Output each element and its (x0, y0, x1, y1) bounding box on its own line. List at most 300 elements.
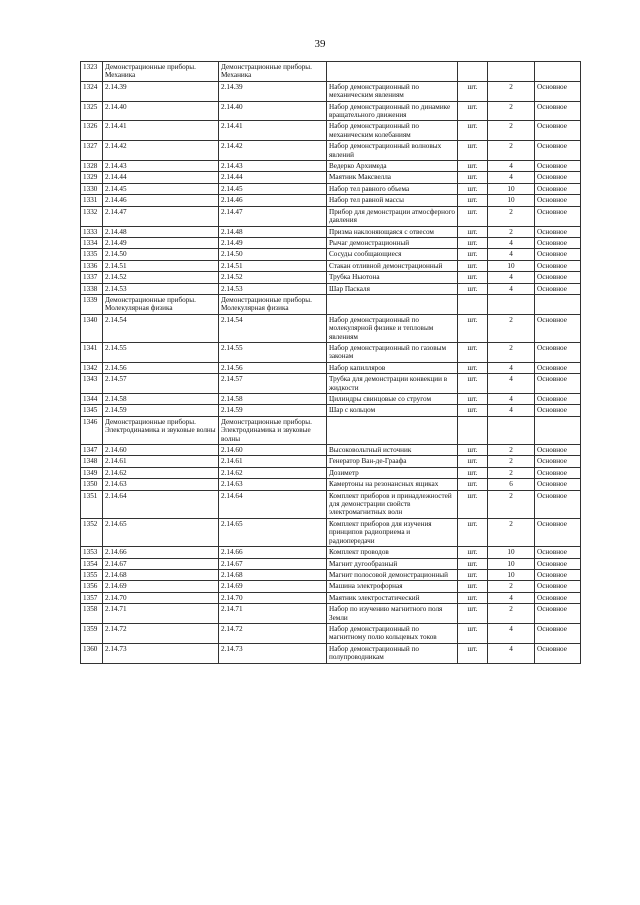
item-name-cell: Набор демонстрационный по механическим явлениям (327, 81, 458, 101)
item-name-cell: Магнит дугообразный (327, 558, 458, 569)
item-code-cell: 2.14.71 (219, 604, 327, 624)
unit-cell (458, 62, 488, 82)
row-number-cell: 1345 (81, 405, 103, 416)
category-cell: Основное (535, 604, 581, 624)
table-row (81, 547, 581, 558)
item-name-cell: Машина электрофорная (327, 581, 458, 592)
unit-cell: шт. (458, 479, 488, 490)
category-cell: Основное (535, 314, 581, 342)
table-row (81, 374, 581, 394)
section-code-cell: 2.14.57 (103, 374, 219, 394)
unit-cell: шт. (458, 547, 488, 558)
item-name-cell: Стакан отливной демонстрационный (327, 260, 458, 271)
section-code-cell: Демонстрационные приборы. Механика (103, 62, 219, 82)
unit-cell: шт. (458, 362, 488, 373)
item-name-cell: Камертоны на резонансных ящиках (327, 479, 458, 490)
quantity-cell: 4 (488, 249, 535, 260)
section-code-cell: 2.14.67 (103, 558, 219, 569)
quantity-cell (488, 62, 535, 82)
item-code-cell: 2.14.73 (219, 643, 327, 663)
row-number-cell: 1337 (81, 272, 103, 283)
quantity-cell: 2 (488, 518, 535, 546)
table-row (81, 643, 581, 663)
category-cell: Основное (535, 195, 581, 206)
section-code-cell: 2.14.63 (103, 479, 219, 490)
section-code-cell: 2.14.65 (103, 518, 219, 546)
item-code-cell: 2.14.50 (219, 249, 327, 260)
item-name-cell: Сосуды сообщающиеся (327, 249, 458, 260)
table-row (81, 314, 581, 342)
section-code-cell: 2.14.50 (103, 249, 219, 260)
row-number-cell: 1326 (81, 121, 103, 141)
table-row (81, 445, 581, 456)
item-code-cell: 2.14.68 (219, 569, 327, 580)
item-code-cell: 2.14.44 (219, 172, 327, 183)
row-number-cell: 1351 (81, 490, 103, 518)
row-number-cell: 1343 (81, 374, 103, 394)
quantity-cell: 2 (488, 342, 535, 362)
item-code-cell: 2.14.51 (219, 260, 327, 271)
table-row (81, 195, 581, 206)
unit-cell: шт. (458, 592, 488, 603)
section-code-cell: 2.14.40 (103, 101, 219, 121)
quantity-cell: 2 (488, 141, 535, 161)
table-row (81, 283, 581, 294)
item-code-cell: 2.14.40 (219, 101, 327, 121)
table-row (81, 161, 581, 172)
row-number-cell: 1349 (81, 467, 103, 478)
table-row (81, 558, 581, 569)
item-code-cell: 2.14.42 (219, 141, 327, 161)
category-cell: Основное (535, 183, 581, 194)
table-row (81, 294, 581, 314)
table-row (81, 416, 581, 444)
item-code-cell: 2.14.72 (219, 623, 327, 643)
item-name-cell: Призма наклоняющаяся с отвесом (327, 226, 458, 237)
unit-cell: шт. (458, 374, 488, 394)
item-name-cell: Комплект проводов (327, 547, 458, 558)
section-code-cell: 2.14.62 (103, 467, 219, 478)
row-number-cell: 1324 (81, 81, 103, 101)
unit-cell: шт. (458, 141, 488, 161)
category-cell: Основное (535, 456, 581, 467)
table-row (81, 362, 581, 373)
category-cell: Основное (535, 547, 581, 558)
category-cell: Основное (535, 467, 581, 478)
table-row (81, 479, 581, 490)
quantity-cell: 4 (488, 237, 535, 248)
section-code-cell: 2.14.39 (103, 81, 219, 101)
section-code-cell: 2.14.73 (103, 643, 219, 663)
row-number-cell: 1352 (81, 518, 103, 546)
unit-cell: шт. (458, 195, 488, 206)
category-cell: Основное (535, 518, 581, 546)
row-number-cell: 1329 (81, 172, 103, 183)
quantity-cell: 2 (488, 467, 535, 478)
quantity-cell: 10 (488, 195, 535, 206)
item-name-cell (327, 416, 458, 444)
item-name-cell: Набор демонстрационный по молекулярной физике и тепловым явлениям (327, 314, 458, 342)
item-name-cell: Набор капилляров (327, 362, 458, 373)
item-code-cell: 2.14.67 (219, 558, 327, 569)
section-code-cell: 2.14.46 (103, 195, 219, 206)
section-code-cell: 2.14.68 (103, 569, 219, 580)
row-number-cell: 1325 (81, 101, 103, 121)
unit-cell: шт. (458, 161, 488, 172)
unit-cell: шт. (458, 101, 488, 121)
unit-cell: шт. (458, 394, 488, 405)
row-number-cell: 1359 (81, 623, 103, 643)
quantity-cell: 10 (488, 569, 535, 580)
unit-cell: шт. (458, 226, 488, 237)
item-code-cell: 2.14.61 (219, 456, 327, 467)
row-number-cell: 1344 (81, 394, 103, 405)
item-code-cell: 2.14.64 (219, 490, 327, 518)
unit-cell: шт. (458, 581, 488, 592)
item-code-cell: 2.14.41 (219, 121, 327, 141)
item-name-cell: Маятник Максвелла (327, 172, 458, 183)
item-code-cell: 2.14.69 (219, 581, 327, 592)
quantity-cell: 4 (488, 272, 535, 283)
unit-cell: шт. (458, 342, 488, 362)
item-code-cell: 2.14.70 (219, 592, 327, 603)
table-row (81, 456, 581, 467)
unit-cell: шт. (458, 604, 488, 624)
item-code-cell: 2.14.53 (219, 283, 327, 294)
item-name-cell: Дозиметр (327, 467, 458, 478)
category-cell: Основное (535, 558, 581, 569)
quantity-cell: 4 (488, 592, 535, 603)
table-body (81, 62, 581, 664)
item-name-cell: Шар с кольцом (327, 405, 458, 416)
item-code-cell: 2.14.49 (219, 237, 327, 248)
section-code-cell: 2.14.72 (103, 623, 219, 643)
table-row (81, 405, 581, 416)
category-cell: Основное (535, 101, 581, 121)
quantity-cell: 2 (488, 226, 535, 237)
table-row (81, 604, 581, 624)
unit-cell: шт. (458, 272, 488, 283)
item-code-cell: 2.14.48 (219, 226, 327, 237)
row-number-cell: 1356 (81, 581, 103, 592)
item-name-cell: Трубка Ньютона (327, 272, 458, 283)
unit-cell (458, 294, 488, 314)
quantity-cell: 2 (488, 206, 535, 226)
category-cell: Основное (535, 249, 581, 260)
quantity-cell (488, 416, 535, 444)
item-name-cell: Генератор Ван-де-Граафа (327, 456, 458, 467)
item-name-cell: Набор демонстрационный по полупроводникам (327, 643, 458, 663)
quantity-cell: 2 (488, 581, 535, 592)
quantity-cell: 4 (488, 374, 535, 394)
item-code-cell: 2.14.60 (219, 445, 327, 456)
item-name-cell: Маятник электростатический (327, 592, 458, 603)
unit-cell: шт. (458, 121, 488, 141)
row-number-cell: 1340 (81, 314, 103, 342)
category-cell: Основное (535, 405, 581, 416)
section-code-cell: 2.14.61 (103, 456, 219, 467)
item-name-cell: Набор тел равного объема (327, 183, 458, 194)
section-code-cell: 2.14.56 (103, 362, 219, 373)
item-name-cell: Комплект приборов и принадлежностей для демонстрации свойств электромагнитных волн (327, 490, 458, 518)
section-code-cell: 2.14.70 (103, 592, 219, 603)
category-cell: Основное (535, 260, 581, 271)
item-name-cell: Высоковольтный источник (327, 445, 458, 456)
quantity-cell: 4 (488, 643, 535, 663)
category-cell: Основное (535, 362, 581, 373)
quantity-cell: 6 (488, 479, 535, 490)
table-row (81, 121, 581, 141)
row-number-cell: 1323 (81, 62, 103, 82)
item-code-cell: 2.14.62 (219, 467, 327, 478)
category-cell: Основное (535, 394, 581, 405)
section-code-cell: 2.14.60 (103, 445, 219, 456)
row-number-cell: 1331 (81, 195, 103, 206)
quantity-cell: 4 (488, 394, 535, 405)
category-cell: Основное (535, 237, 581, 248)
section-code-cell: 2.14.48 (103, 226, 219, 237)
category-cell: Основное (535, 172, 581, 183)
row-number-cell: 1354 (81, 558, 103, 569)
item-code-cell: Демонстрационные приборы. Электродинамика и звуковые волны (219, 416, 327, 444)
item-name-cell: Набор демонстрационный по механическим колебаниям (327, 121, 458, 141)
row-number-cell: 1334 (81, 237, 103, 248)
unit-cell (458, 416, 488, 444)
table-row (81, 101, 581, 121)
unit-cell: шт. (458, 456, 488, 467)
item-name-cell: Прибор для демонстрации атмосферного давления (327, 206, 458, 226)
category-cell: Основное (535, 81, 581, 101)
quantity-cell: 2 (488, 604, 535, 624)
table-row (81, 206, 581, 226)
item-code-cell: Демонстрационные приборы. Молекулярная физика (219, 294, 327, 314)
unit-cell: шт. (458, 405, 488, 416)
unit-cell: шт. (458, 283, 488, 294)
category-cell: Основное (535, 161, 581, 172)
unit-cell: шт. (458, 206, 488, 226)
quantity-cell: 10 (488, 260, 535, 271)
row-number-cell: 1338 (81, 283, 103, 294)
item-code-cell: 2.14.46 (219, 195, 327, 206)
item-code-cell: 2.14.45 (219, 183, 327, 194)
unit-cell: шт. (458, 172, 488, 183)
quantity-cell: 4 (488, 283, 535, 294)
section-code-cell: 2.14.58 (103, 394, 219, 405)
row-number-cell: 1353 (81, 547, 103, 558)
quantity-cell: 2 (488, 101, 535, 121)
category-cell: Основное (535, 121, 581, 141)
unit-cell: шт. (458, 237, 488, 248)
unit-cell: шт. (458, 569, 488, 580)
quantity-cell: 2 (488, 314, 535, 342)
item-code-cell: 2.14.52 (219, 272, 327, 283)
row-number-cell: 1350 (81, 479, 103, 490)
row-number-cell: 1341 (81, 342, 103, 362)
category-cell: Основное (535, 490, 581, 518)
table-row (81, 394, 581, 405)
item-name-cell: Рычаг демонстрационный (327, 237, 458, 248)
table-row (81, 226, 581, 237)
unit-cell: шт. (458, 249, 488, 260)
table-row (81, 237, 581, 248)
table-row (81, 581, 581, 592)
item-name-cell: Набор демонстрационный волновых явлений (327, 141, 458, 161)
row-number-cell: 1355 (81, 569, 103, 580)
unit-cell: шт. (458, 623, 488, 643)
category-cell: Основное (535, 592, 581, 603)
category-cell (535, 62, 581, 82)
item-code-cell: 2.14.66 (219, 547, 327, 558)
item-code-cell: 2.14.54 (219, 314, 327, 342)
section-code-cell: Демонстрационные приборы. Электродинамика и звуковые волны (103, 416, 219, 444)
table-row (81, 172, 581, 183)
row-number-cell: 1327 (81, 141, 103, 161)
section-code-cell: 2.14.49 (103, 237, 219, 248)
item-name-cell: Набор по изучению магнитного поля Земли (327, 604, 458, 624)
page-number: 39 (314, 38, 326, 50)
item-code-cell: 2.14.47 (219, 206, 327, 226)
table-row (81, 467, 581, 478)
table-row (81, 592, 581, 603)
row-number-cell: 1346 (81, 416, 103, 444)
unit-cell: шт. (458, 260, 488, 271)
quantity-cell: 4 (488, 172, 535, 183)
table-row (81, 62, 581, 82)
quantity-cell: 4 (488, 161, 535, 172)
table-row (81, 260, 581, 271)
quantity-cell: 2 (488, 490, 535, 518)
row-number-cell: 1348 (81, 456, 103, 467)
quantity-cell: 4 (488, 405, 535, 416)
unit-cell: шт. (458, 518, 488, 546)
quantity-cell: 4 (488, 362, 535, 373)
unit-cell: шт. (458, 558, 488, 569)
item-name-cell (327, 62, 458, 82)
category-cell: Основное (535, 374, 581, 394)
category-cell: Основное (535, 342, 581, 362)
category-cell: Основное (535, 623, 581, 643)
unit-cell: шт. (458, 183, 488, 194)
item-code-cell: Демонстрационные приборы. Механика (219, 62, 327, 82)
quantity-cell: 10 (488, 547, 535, 558)
row-number-cell: 1335 (81, 249, 103, 260)
table-row (81, 272, 581, 283)
section-code-cell: Демонстрационные приборы. Молекулярная физика (103, 294, 219, 314)
item-code-cell: 2.14.65 (219, 518, 327, 546)
table-row (81, 518, 581, 546)
quantity-cell: 2 (488, 121, 535, 141)
unit-cell: шт. (458, 643, 488, 663)
category-cell: Основное (535, 272, 581, 283)
table-row (81, 342, 581, 362)
row-number-cell: 1357 (81, 592, 103, 603)
quantity-cell: 10 (488, 183, 535, 194)
item-name-cell: Шар Паскаля (327, 283, 458, 294)
category-cell: Основное (535, 141, 581, 161)
section-code-cell: 2.14.66 (103, 547, 219, 558)
item-name-cell: Цилиндры свинцовые со стругом (327, 394, 458, 405)
item-name-cell: Комплект приборов для изучения принципов радиоприема и радиопередачи (327, 518, 458, 546)
item-name-cell: Набор демонстрационный по магнитному полю кольцевых токов (327, 623, 458, 643)
section-code-cell: 2.14.47 (103, 206, 219, 226)
unit-cell: шт. (458, 314, 488, 342)
category-cell: Основное (535, 581, 581, 592)
section-code-cell: 2.14.44 (103, 172, 219, 183)
item-code-cell: 2.14.59 (219, 405, 327, 416)
row-number-cell: 1342 (81, 362, 103, 373)
table-row (81, 569, 581, 580)
quantity-cell (488, 294, 535, 314)
section-code-cell: 2.14.59 (103, 405, 219, 416)
category-cell: Основное (535, 445, 581, 456)
section-code-cell: 2.14.41 (103, 121, 219, 141)
section-code-cell: 2.14.51 (103, 260, 219, 271)
item-name-cell: Трубка для демонстрации конвекции в жидкости (327, 374, 458, 394)
category-cell: Основное (535, 226, 581, 237)
section-code-cell: 2.14.71 (103, 604, 219, 624)
row-number-cell: 1328 (81, 161, 103, 172)
equipment-table (80, 61, 581, 664)
row-number-cell: 1358 (81, 604, 103, 624)
section-code-cell: 2.14.52 (103, 272, 219, 283)
row-number-cell: 1336 (81, 260, 103, 271)
section-code-cell: 2.14.45 (103, 183, 219, 194)
unit-cell: шт. (458, 445, 488, 456)
category-cell: Основное (535, 206, 581, 226)
item-code-cell: 2.14.63 (219, 479, 327, 490)
unit-cell: шт. (458, 490, 488, 518)
quantity-cell: 4 (488, 623, 535, 643)
item-name-cell: Набор тел равной массы (327, 195, 458, 206)
item-code-cell: 2.14.55 (219, 342, 327, 362)
category-cell: Основное (535, 479, 581, 490)
item-name-cell (327, 294, 458, 314)
category-cell: Основное (535, 643, 581, 663)
category-cell: Основное (535, 283, 581, 294)
table-row (81, 249, 581, 260)
row-number-cell: 1347 (81, 445, 103, 456)
category-cell: Основное (535, 569, 581, 580)
section-code-cell: 2.14.43 (103, 161, 219, 172)
row-number-cell: 1333 (81, 226, 103, 237)
section-code-cell: 2.14.55 (103, 342, 219, 362)
item-code-cell: 2.14.58 (219, 394, 327, 405)
quantity-cell: 2 (488, 445, 535, 456)
table-row (81, 81, 581, 101)
section-code-cell: 2.14.42 (103, 141, 219, 161)
unit-cell: шт. (458, 81, 488, 101)
quantity-cell: 2 (488, 81, 535, 101)
item-code-cell: 2.14.56 (219, 362, 327, 373)
section-code-cell: 2.14.69 (103, 581, 219, 592)
item-name-cell: Магнит полосовой демонстрационный (327, 569, 458, 580)
section-code-cell: 2.14.64 (103, 490, 219, 518)
item-name-cell: Набор демонстрационный по газовым законам (327, 342, 458, 362)
row-number-cell: 1332 (81, 206, 103, 226)
table-row (81, 183, 581, 194)
quantity-cell: 10 (488, 558, 535, 569)
item-name-cell: Ведерко Архимеда (327, 161, 458, 172)
row-number-cell: 1330 (81, 183, 103, 194)
category-cell (535, 416, 581, 444)
item-code-cell: 2.14.43 (219, 161, 327, 172)
section-code-cell: 2.14.53 (103, 283, 219, 294)
row-number-cell: 1339 (81, 294, 103, 314)
item-code-cell: 2.14.57 (219, 374, 327, 394)
item-name-cell: Набор демонстрационный по динамике вращательного движения (327, 101, 458, 121)
section-code-cell: 2.14.54 (103, 314, 219, 342)
row-number-cell: 1360 (81, 643, 103, 663)
